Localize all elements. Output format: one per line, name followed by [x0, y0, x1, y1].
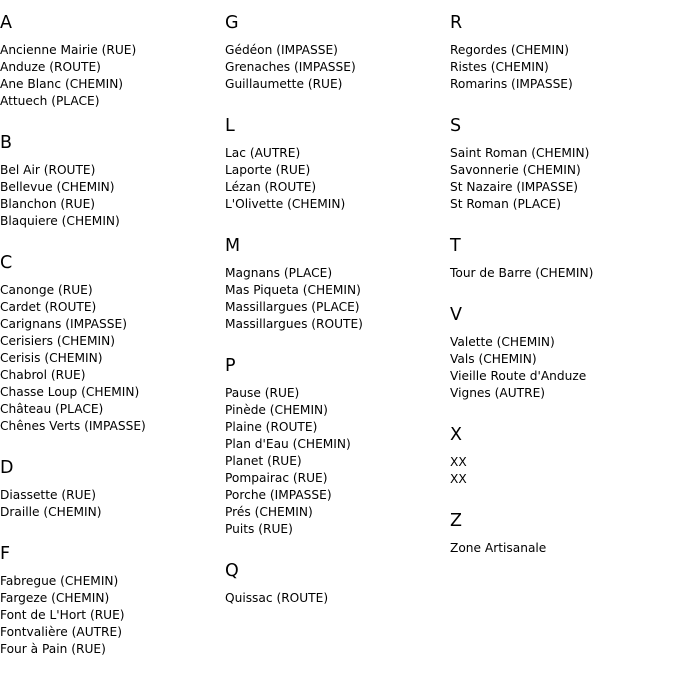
street-list	[450, 540, 546, 557]
street-item: Vignes (AUTRE)	[450, 386, 546, 400]
street-item: Bellevue (CHEMIN)	[0, 180, 115, 194]
street-item: Prés (CHEMIN)	[225, 505, 313, 519]
street-item: Chasse Loup (CHEMIN)	[0, 385, 140, 399]
street-item: Blaquiere (CHEMIN)	[0, 214, 120, 228]
street-item: L'Olivette (CHEMIN)	[225, 197, 346, 211]
letter-group-l	[225, 115, 345, 213]
letter-heading: D	[0, 458, 14, 478]
street-item: Tour de Barre (CHEMIN)	[450, 266, 594, 280]
street-list	[0, 573, 125, 658]
street-item: Fargeze (CHEMIN)	[0, 591, 110, 605]
street-list	[0, 42, 136, 110]
street-item: Ane Blanc (CHEMIN)	[0, 77, 124, 91]
street-item: Bel Air (ROUTE)	[0, 163, 96, 177]
street-item: Plaine (ROUTE)	[225, 420, 318, 434]
street-item: Pause (RUE)	[225, 386, 300, 400]
street-item: Chênes Verts (IMPASSE)	[0, 419, 146, 433]
street-item: Cardet (ROUTE)	[0, 300, 97, 314]
street-item: Grenaches (IMPASSE)	[225, 60, 356, 74]
street-item: Ancienne Mairie (RUE)	[0, 43, 137, 57]
letter-group-a	[0, 12, 136, 110]
street-item: Draille (CHEMIN)	[0, 505, 102, 519]
street-list	[225, 265, 363, 333]
street-item: Four à Pain (RUE)	[0, 642, 106, 656]
letter-heading: G	[225, 13, 239, 33]
street-list	[225, 590, 328, 607]
street-item: Chabrol (RUE)	[0, 368, 86, 382]
street-item: Font de L'Hort (RUE)	[0, 608, 125, 622]
letter-group-t	[450, 235, 593, 282]
street-item: XX	[450, 455, 467, 469]
street-list	[225, 145, 345, 213]
letter-heading: Z	[450, 511, 462, 531]
street-item: Mas Piqueta (CHEMIN)	[225, 283, 361, 297]
street-list	[450, 334, 586, 402]
letter-heading: Q	[225, 561, 239, 581]
street-item: Canonge (RUE)	[0, 283, 93, 297]
street-item: Plan d'Eau (CHEMIN)	[225, 437, 351, 451]
street-item: Blanchon (RUE)	[0, 197, 96, 211]
street-list	[450, 42, 573, 93]
street-item: Fontvalière (AUTRE)	[0, 625, 122, 639]
street-item: Zone Artisanale	[450, 541, 547, 555]
street-list	[0, 487, 102, 521]
street-item: Cerisis (CHEMIN)	[0, 351, 103, 365]
street-item: Massillargues (ROUTE)	[225, 317, 363, 331]
street-item: Château (PLACE)	[0, 402, 104, 416]
street-item: Quissac (ROUTE)	[225, 591, 329, 605]
street-item: Cerisiers (CHEMIN)	[0, 334, 115, 348]
letter-heading: V	[450, 305, 462, 325]
street-item: Vieille Route d'Anduze	[450, 369, 587, 383]
street-item: Diassette (RUE)	[0, 488, 96, 502]
street-item: Magnans (PLACE)	[225, 266, 333, 280]
street-list	[450, 145, 589, 213]
street-item: Laporte (RUE)	[225, 163, 311, 177]
letter-heading: L	[225, 116, 235, 136]
street-item: Savonnerie (CHEMIN)	[450, 163, 581, 177]
letter-heading: T	[450, 236, 461, 256]
street-item: St Nazaire (IMPASSE)	[450, 180, 579, 194]
street-item: XX	[450, 472, 467, 486]
letter-group-r	[450, 12, 573, 93]
street-item: Regordes (CHEMIN)	[450, 43, 569, 57]
letter-heading: R	[450, 13, 463, 33]
street-item: Romarins (IMPASSE)	[450, 77, 573, 91]
street-item: Saint Roman (CHEMIN)	[450, 146, 590, 160]
street-item: Valette (CHEMIN)	[450, 335, 555, 349]
street-item: Ristes (CHEMIN)	[450, 60, 549, 74]
letter-heading: P	[225, 356, 236, 376]
letter-group-b	[0, 132, 120, 230]
letter-heading: F	[0, 544, 11, 564]
letter-group-x	[450, 424, 467, 488]
street-item: Fabregue (CHEMIN)	[0, 574, 119, 588]
letter-heading: X	[450, 425, 462, 445]
street-item: Vals (CHEMIN)	[450, 352, 537, 366]
street-item: Guillaumette (RUE)	[225, 77, 343, 91]
street-list	[450, 265, 593, 282]
street-list	[0, 162, 120, 230]
letter-group-s	[450, 115, 589, 213]
street-item: Massillargues (PLACE)	[225, 300, 360, 314]
letter-group-g	[225, 12, 356, 93]
street-item: Carignans (IMPASSE)	[0, 317, 127, 331]
street-list	[450, 454, 467, 488]
letter-group-q	[225, 560, 328, 607]
street-list	[225, 42, 356, 93]
letter-group-m	[225, 235, 363, 333]
street-item: Gédéon (IMPASSE)	[225, 43, 338, 57]
letter-heading: M	[225, 236, 241, 256]
letter-group-f	[0, 543, 125, 658]
street-item: Lézan (ROUTE)	[225, 180, 317, 194]
street-item: Lac (AUTRE)	[225, 146, 301, 160]
letter-heading: C	[0, 253, 13, 273]
letter-group-d	[0, 457, 102, 521]
street-item: Anduze (ROUTE)	[0, 60, 101, 74]
street-item: Puits (RUE)	[225, 522, 293, 536]
letter-heading: B	[0, 133, 13, 153]
street-item: St Roman (PLACE)	[450, 197, 561, 211]
street-list	[0, 282, 146, 435]
street-list	[225, 385, 351, 538]
letter-group-p	[225, 355, 351, 538]
letter-group-v	[450, 304, 586, 402]
street-item: Pinède (CHEMIN)	[225, 403, 328, 417]
street-item: Planet (RUE)	[225, 454, 302, 468]
letter-group-z	[450, 510, 546, 557]
letter-heading: S	[450, 116, 462, 136]
letter-group-c	[0, 252, 146, 435]
street-item: Porche (IMPASSE)	[225, 488, 332, 502]
letter-heading: A	[0, 13, 12, 33]
street-item: Pompairac (RUE)	[225, 471, 328, 485]
street-item: Attuech (PLACE)	[0, 94, 100, 108]
